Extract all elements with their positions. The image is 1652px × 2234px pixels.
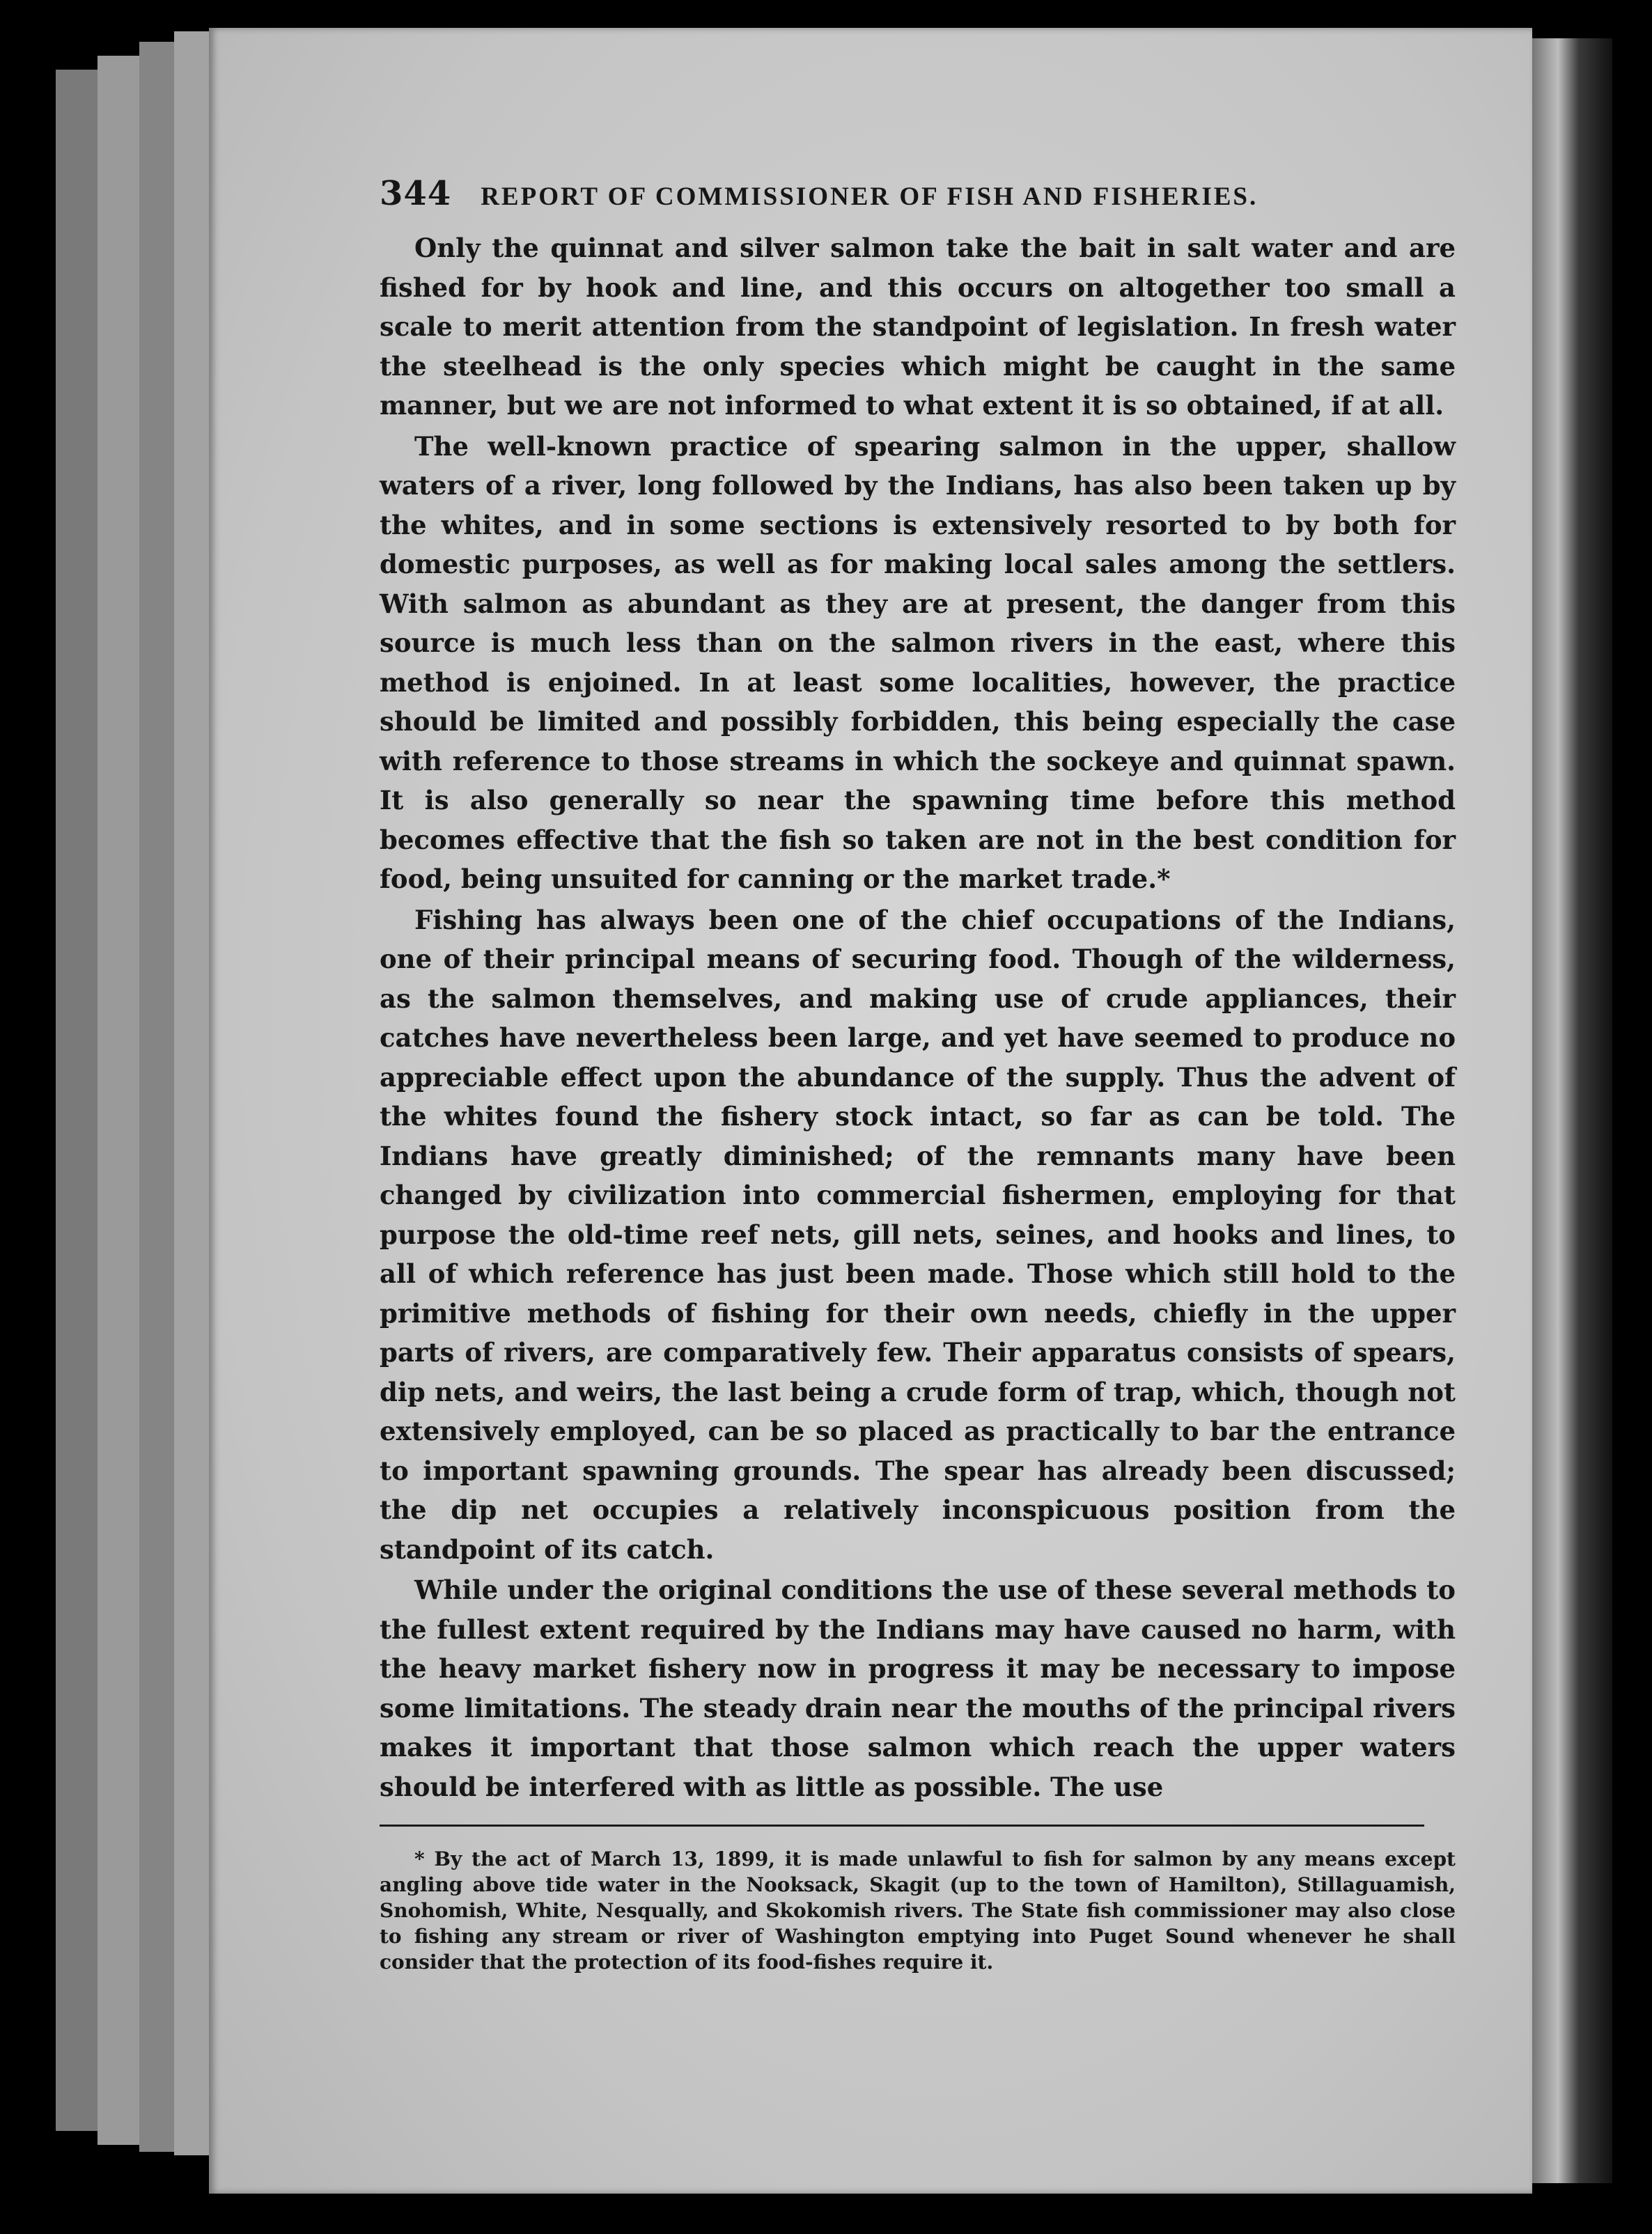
page-header [380,174,1456,213]
document-page [209,28,1532,2194]
running-head: REPORT OF COMMISSIONER OF FISH AND FISHERIES. [481,182,1259,211]
footnote-divider [380,1825,1424,1827]
footnote: * By the act of March 13, 1899, it is made unlawful to fish for salmon by any means except angling above tide water in the Nooksack, Skagit (up to the town of Hamilton), Stillaguamish, Snohomish, White, Nesqually, and Skokomish rivers. The State fish commissioner may also close to fishing any stream or river of Washington emptying into Puget Sound whenever he shall consider that the protection of its food-fishes require it. [380,1848,1456,1974]
paragraph-2: The well-known practice of spearing salmon in the upper, shallow waters of a river, long followed by the Indians, has also been taken up by the whites, and in some sections is extensively resorted to by both for domestic purposes, as well as for making local sales among the settlers. With salmon as abundant as they are at present, the danger from this source is much less than on the salmon rivers in the east, where this method is enjoined. In at least some localities, however, the practice should be limited and possibly forbidden, this being especially the case with reference to those streams in which the sockeye and quinnat spawn. It is also generally so near the spawning time before this method becomes effective that the fish so taken are not in the best condition for food, being unsuited for canning or the market trade.* [380,430,1456,894]
paragraph-4: While under the original conditions the use of these several methods to the fullest extent required by the Indians may have caused no harm, with the heavy market fishery now in progress it may be necessary to impose some limitations. The steady drain near the mouths of the principal rivers makes it important that those salmon which reach the upper waters should be interfered with as little as possible. The use [380,1575,1456,1802]
book-gutter [1529,38,1612,2183]
page-number: 344 [380,174,452,213]
paragraph-1: Only the quinnat and silver salmon take the bait in salt water and are fished for by hook and line, and this occurs on altogether too small a scale to merit attention from the standpoint of legislation. In fresh water the steelhead is the only species which might be caught in the same manner, but we are not informed to what extent it is so obtained, if at all. [380,233,1456,421]
page-content [380,174,1456,1975]
paragraph-3: Fishing has always been one of the chief occupations of the Indians, one of their principal means of securing food. Though of the wilderness, as the salmon themselves, and making use of crude appliances, their catches have nevertheless been large, and yet have seemed to produce no appreciable effect upon the abundance of the supply. Thus the advent of the whites found the fishery stock intact, so far as can be told. The Indians have greatly diminished; of the remnants many have been changed by civilization into commercial fishermen, employing for that purpose the old-time reef nets, gill nets, seines, and hooks and lines, to all of which reference has just been made. Those which still hold to the primitive methods of fishing for their own needs, chiefly in the upper parts of rivers, are comparatively few. Their apparatus consists of spears, dip nets, and weirs, the last being a crude form of trap, which, though not extensively employed, can be so placed as practically to bar the entrance to important spawning grounds. The spear has already been discussed; the dip net occupies a relatively inconspicuous position from the standpoint of its catch. [380,904,1456,1565]
